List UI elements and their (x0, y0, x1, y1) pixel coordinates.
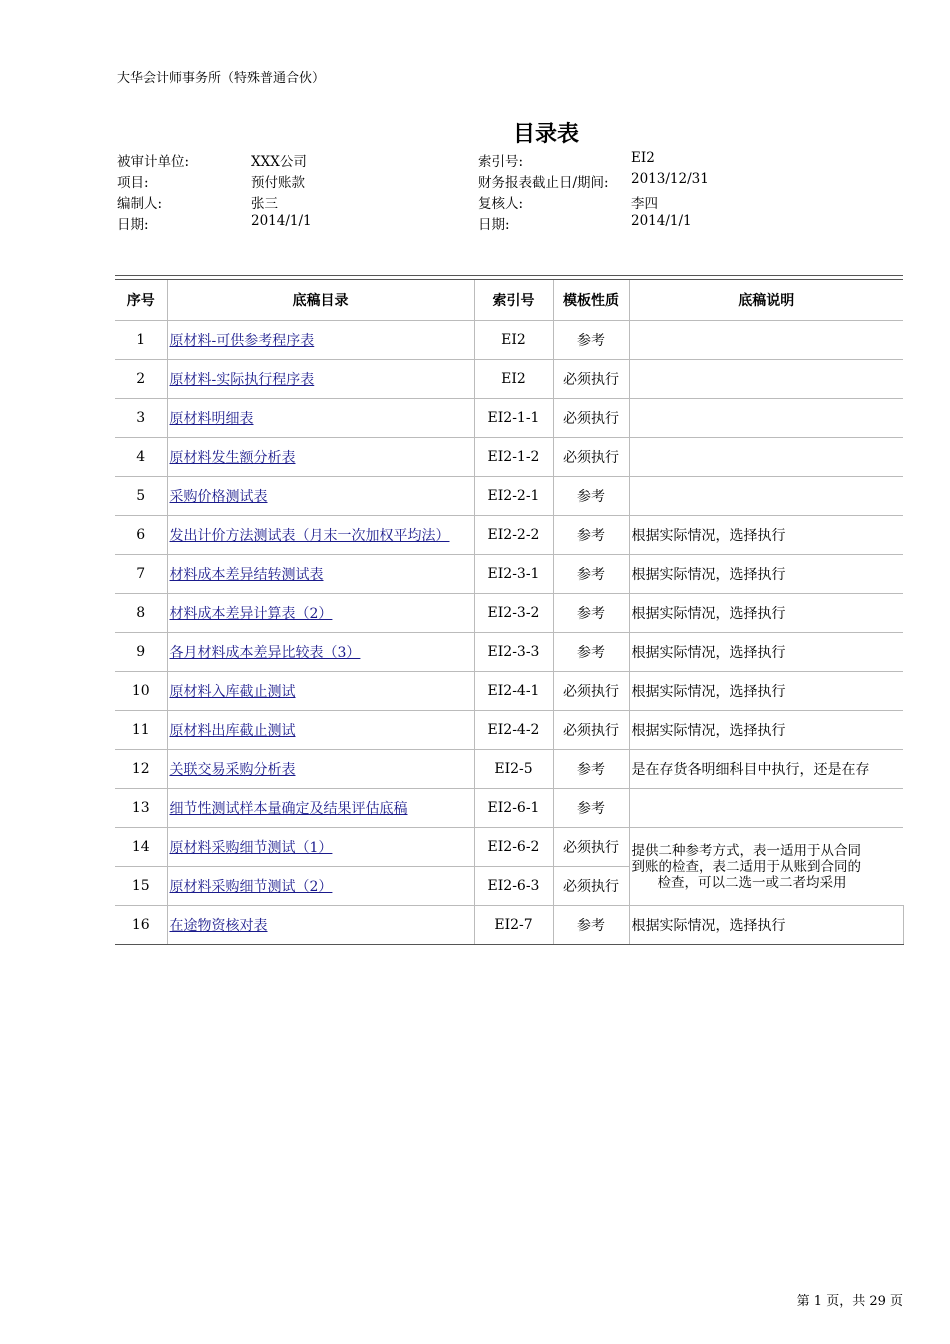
workpaper-link[interactable]: 各月材料成本差异比较表（3） (169, 645, 361, 661)
row-desc (629, 360, 903, 399)
row-desc: 根据实际情况，选择执行 (629, 555, 903, 594)
row-desc: 根据实际情况，选择执行 (629, 672, 903, 711)
workpaper-link[interactable]: 原材料采购细节测试（2） (169, 879, 333, 895)
row-desc: 根据实际情况，选择执行 (629, 516, 903, 555)
entity-value: XXX公司 (251, 154, 307, 170)
row-desc: 根据实际情况，选择执行 (629, 633, 903, 672)
workpaper-link[interactable]: 关联交易采购分析表 (169, 762, 296, 778)
row-nature: 必须执行 (553, 828, 629, 867)
row-index: EI2-6-3 (474, 867, 553, 906)
row-desc (629, 321, 903, 360)
table-header-row (115, 280, 903, 321)
entity-label: 被审计单位: (117, 154, 190, 170)
header-name: 底稿目录 (167, 280, 474, 321)
row-desc (629, 438, 903, 477)
row-seq: 9 (115, 633, 167, 672)
table-row (115, 789, 903, 828)
row-index: EI2 (474, 321, 553, 360)
workpaper-link[interactable]: 在途物资核对表 (169, 918, 268, 934)
row-nature: 参考 (553, 555, 629, 594)
row-index: EI2-6-1 (474, 789, 553, 828)
row-seq: 3 (115, 399, 167, 438)
row-index: EI2-5 (474, 750, 553, 789)
row-seq: 8 (115, 594, 167, 633)
row-index: EI2-4-1 (474, 672, 553, 711)
reviewer-label: 复核人: (478, 196, 524, 212)
row-seq: 16 (115, 906, 167, 945)
row-index: EI2-1-2 (474, 438, 553, 477)
table-row (115, 750, 903, 789)
row-desc (629, 399, 903, 438)
index-value: EI2 (631, 150, 655, 166)
header-desc: 底稿说明 (629, 280, 903, 321)
date2-label: 日期: (478, 217, 510, 233)
workpaper-link[interactable]: 原材料入库截止测试 (169, 684, 296, 700)
preparer-label: 编制人: (117, 196, 163, 212)
row-seq: 6 (115, 516, 167, 555)
project-value: 预付账款 (251, 175, 305, 191)
row-nature: 参考 (553, 594, 629, 633)
row-desc: 根据实际情况，选择执行 (629, 906, 903, 945)
preparer-value: 张三 (251, 196, 278, 212)
table-row (115, 906, 903, 945)
workpaper-link[interactable]: 材料成本差异结转测试表 (169, 567, 324, 583)
index-label: 索引号: (478, 154, 524, 170)
table-row (115, 711, 903, 750)
row-desc: 根据实际情况，选择执行 (629, 711, 903, 750)
table-row (115, 828, 903, 867)
row-seq: 11 (115, 711, 167, 750)
row-nature: 参考 (553, 516, 629, 555)
row-nature: 必须执行 (553, 438, 629, 477)
row-nature: 参考 (553, 906, 629, 945)
row-nature: 必须执行 (553, 672, 629, 711)
workpaper-link[interactable]: 原材料采购细节测试（1） (169, 840, 333, 856)
row-desc (629, 789, 903, 828)
reviewer-value: 李四 (631, 196, 658, 212)
row-nature: 参考 (553, 750, 629, 789)
row-index: EI2-4-2 (474, 711, 553, 750)
row-index: EI2-2-1 (474, 477, 553, 516)
row-nature: 参考 (553, 321, 629, 360)
table-row (115, 672, 903, 711)
row-nature: 必须执行 (553, 711, 629, 750)
table-row (115, 477, 903, 516)
row-seq: 5 (115, 477, 167, 516)
row-index: EI2-2-2 (474, 516, 553, 555)
table-row (115, 438, 903, 477)
merged-desc-line: 检查，可以二选一或二者均采用 (657, 874, 847, 891)
row-seq: 7 (115, 555, 167, 594)
period-value: 2013/12/31 (631, 171, 709, 187)
date1-label: 日期: (117, 217, 149, 233)
date1-value: 2014/1/1 (251, 213, 312, 229)
table-row (115, 399, 903, 438)
date2-value: 2014/1/1 (631, 213, 692, 229)
table-row (115, 360, 903, 399)
row-seq: 10 (115, 672, 167, 711)
table-row (115, 516, 903, 555)
row-nature: 必须执行 (553, 867, 629, 906)
row-seq: 13 (115, 789, 167, 828)
row-seq: 1 (115, 321, 167, 360)
page-footer: 第 1 页，共 29 页 (796, 1294, 903, 1309)
row-seq: 2 (115, 360, 167, 399)
index-table (115, 275, 903, 945)
workpaper-link[interactable]: 原材料明细表 (169, 411, 254, 427)
row-desc: 根据实际情况，选择执行 (629, 594, 903, 633)
workpaper-link[interactable]: 原材料出库截止测试 (169, 723, 296, 739)
workpaper-link[interactable]: 采购价格测试表 (169, 489, 268, 505)
row-seq: 15 (115, 867, 167, 906)
row-index: EI2-7 (474, 906, 553, 945)
row-index: EI2 (474, 360, 553, 399)
row-nature: 参考 (553, 789, 629, 828)
row-nature: 参考 (553, 633, 629, 672)
row-index: EI2-6-2 (474, 828, 553, 867)
firm-name: 大华会计师事务所（特殊普通合伙） (117, 71, 326, 86)
row-desc: 是在存货各明细科目中执行，还是在存 (629, 750, 903, 789)
table-row (115, 321, 903, 360)
table-row (115, 594, 903, 633)
row-nature: 必须执行 (553, 399, 629, 438)
table-row (115, 633, 903, 672)
workpaper-link[interactable]: 原材料-实际执行程序表 (169, 372, 315, 388)
row-seq: 12 (115, 750, 167, 789)
merged-desc-line: 提供二种参考方式，表一适用于从合同 (631, 842, 861, 859)
workpaper-link[interactable]: 原材料发生额分析表 (169, 450, 296, 466)
workpaper-link[interactable]: 细节性测试样本量确定及结果评估底稿 (169, 801, 408, 817)
period-label: 财务报表截止日/期间: (478, 175, 609, 191)
header-index: 索引号 (474, 280, 553, 321)
page-title: 目录表 (512, 122, 579, 147)
row-desc (629, 477, 903, 516)
row-index: EI2-3-3 (474, 633, 553, 672)
header-seq: 序号 (115, 280, 167, 321)
workpaper-link[interactable]: 材料成本差异计算表（2） (169, 606, 333, 622)
header-nature: 模板性质 (553, 280, 629, 321)
table-row (115, 555, 903, 594)
row-seq: 4 (115, 438, 167, 477)
merged-desc-line: 到账的检查，表二适用于从账到合同的 (631, 858, 861, 875)
row-index: EI2-3-1 (474, 555, 553, 594)
row-nature: 参考 (553, 477, 629, 516)
merged-desc (629, 828, 903, 906)
row-seq: 14 (115, 828, 167, 867)
row-index: EI2-1-1 (474, 399, 553, 438)
workpaper-link[interactable]: 发出计价方法测试表（月末一次加权平均法） (169, 528, 450, 544)
row-nature: 必须执行 (553, 360, 629, 399)
workpaper-link[interactable]: 原材料-可供参考程序表 (169, 333, 315, 349)
project-label: 项目: (117, 175, 149, 191)
row-index: EI2-3-2 (474, 594, 553, 633)
